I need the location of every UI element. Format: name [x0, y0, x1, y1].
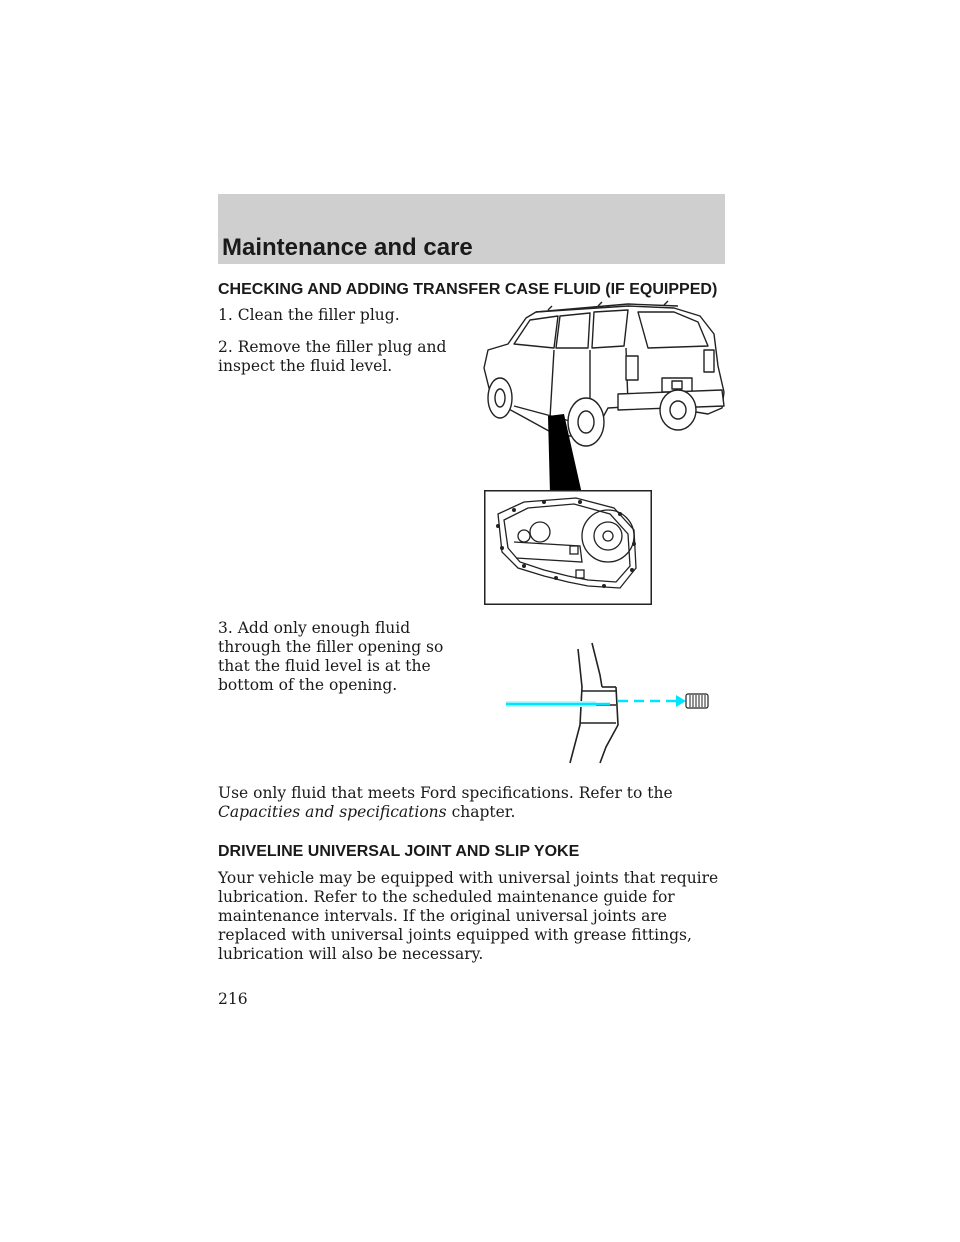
capacities-reference: Capacities and specifications	[218, 803, 447, 821]
driveline-heading: DRIVELINE UNIVERSAL JOINT AND SLIP YOKE	[218, 843, 580, 860]
filler-plug-fluid-level-illustration	[500, 635, 715, 765]
transfer-case-illustration	[484, 490, 652, 605]
step-2-text: 2. Remove the filler plug and inspect the fluid level.	[218, 338, 447, 375]
page-number: 216	[218, 990, 248, 1008]
note-text-post: chapter.	[451, 803, 516, 821]
fluid-note	[218, 784, 728, 822]
driveline-body: Your vehicle may be equipped with universal joints that require lubrication. Refer to the scheduled maintenance guide for maintenance intervals. If the original universal joints are replaced with universal joints equipped with grease fittings, lubrication will also be necessary.	[218, 869, 719, 963]
note-text-pre: Use only fluid that meets Ford specifications. Refer to the	[218, 784, 673, 802]
page-section-title: Maintenance and care	[222, 234, 473, 261]
step-3-text: 3. Add only enough fluid through the filler opening so that the fluid level is at the bottom of the opening.	[218, 619, 444, 694]
transfer-case-heading: CHECKING AND ADDING TRANSFER CASE FLUID (IF EQUIPPED)	[218, 281, 718, 298]
vehicle-illustration	[478, 282, 728, 494]
step-1-text: 1. Clean the filler plug.	[218, 306, 400, 324]
